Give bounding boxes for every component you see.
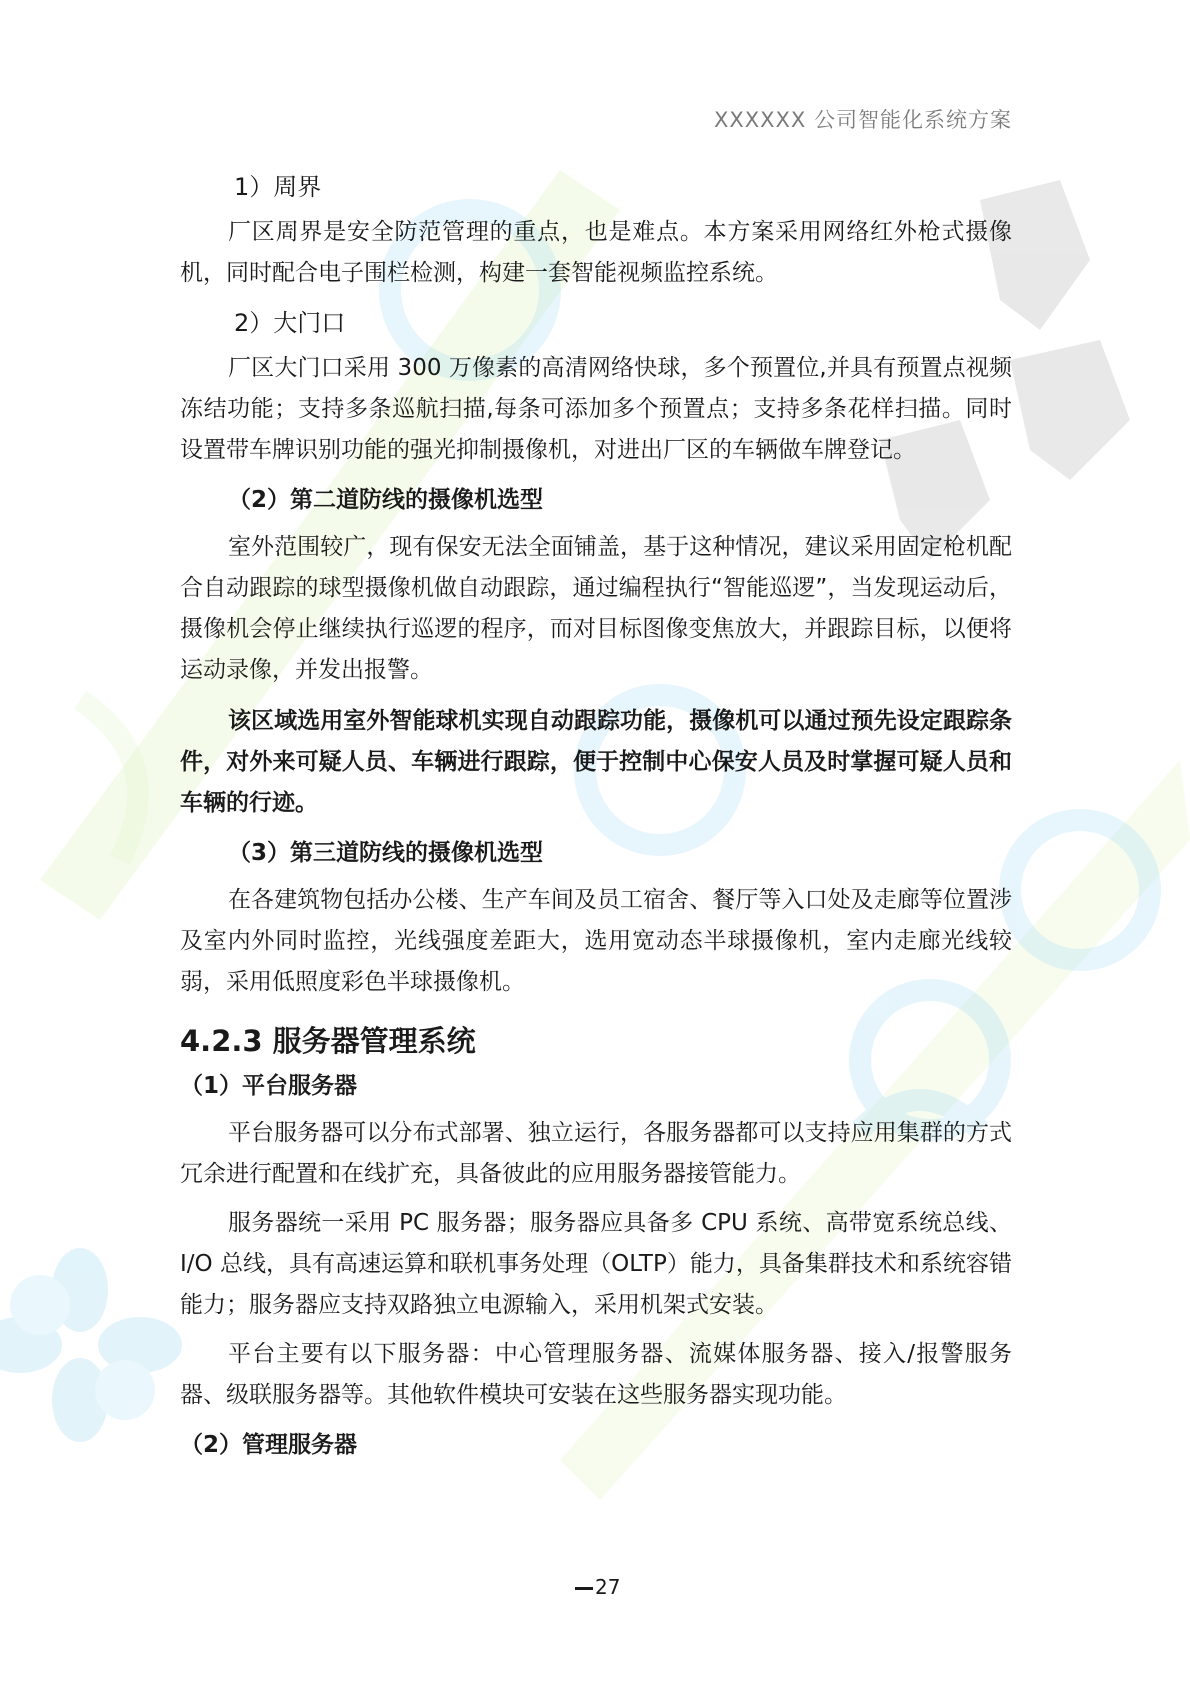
paragraph: 厂区周界是安全防范管理的重点，也是难点。本方案采用网络红外枪式摄像机，同时配合电子围栏检测，构建一套智能视频监控系统。 <box>180 219 1012 286</box>
minor-heading: （2）管理服务器 <box>180 1432 358 1458</box>
paragraph: 厂区大门口采用 300 万像素的高清网络快球，多个预置位,并具有预置点视频冻结功能；支持多条巡航扫描,每条可添加多个预置点；支持多条花样扫描。同时设置带车牌识别功能的强光抑制摄像机，对进出厂区的车辆做车牌登记。 <box>180 355 1012 463</box>
section-heading: 4.2.3 服务器管理系统 <box>180 1024 476 1058</box>
paragraph: 平台主要有以下服务器：中心管理服务器、流媒体服务器、接入/报警服务器、级联服务器等。其他软件模块可安装在这些服务器实现功能。 <box>180 1341 1012 1408</box>
subsection-heading: （3）第三道防线的摄像机选型 <box>228 840 544 866</box>
list-item-label: 2）大门口 <box>234 309 346 337</box>
document-body <box>180 164 1012 1472</box>
paragraph: 在各建筑物包括办公楼、生产车间及员工宿舍、餐厅等入口处及走廊等位置涉及室内外同时监控，光线强度差距大，选用宽动态半球摄像机，室内走廊光线较弱，采用低照度彩色半球摄像机。 <box>180 887 1012 995</box>
bold-paragraph: 该区域选用室外智能球机实现自动跟踪功能，摄像机可以通过预先设定跟踪条件，对外来可疑人员、车辆进行跟踪，便于控制中心保安人员及时掌握可疑人员和车辆的行迹。 <box>180 708 1012 816</box>
page-footer <box>575 1575 620 1599</box>
list-item-label: 1）周界 <box>234 173 322 201</box>
paragraph: 平台服务器可以分布式部署、独立运行，各服务器都可以支持应用集群的方式冗余进行配置和在线扩充，具备彼此的应用服务器接管能力。 <box>180 1120 1012 1187</box>
paragraph: 室外范围较广，现有保安无法全面铺盖，基于这种情况，建议采用固定枪机配合自动跟踪的球型摄像机做自动跟踪，通过编程执行“智能巡逻”，当发现运动后，摄像机会停止继续执行巡逻的程序，而对目标图像变焦放大，并跟踪目标，以便将运动录像，并发出报警。 <box>180 534 1012 683</box>
minor-heading: （1）平台服务器 <box>180 1073 358 1099</box>
footer-rule <box>575 1587 593 1590</box>
paragraph: 服务器统一采用 PC 服务器；服务器应具备多 CPU 系统、高带宽系统总线、I/O 总线，具有高速运算和联机事务处理（OLTP）能力，具备集群技术和系统容错能力；服务器应支持双路独立电源输入，采用机架式安装。 <box>180 1210 1012 1318</box>
page-header: XXXXXX 公司智能化系统方案 <box>714 108 1012 132</box>
subsection-heading: （2）第二道防线的摄像机选型 <box>228 487 544 513</box>
page-number: 27 <box>595 1575 621 1599</box>
